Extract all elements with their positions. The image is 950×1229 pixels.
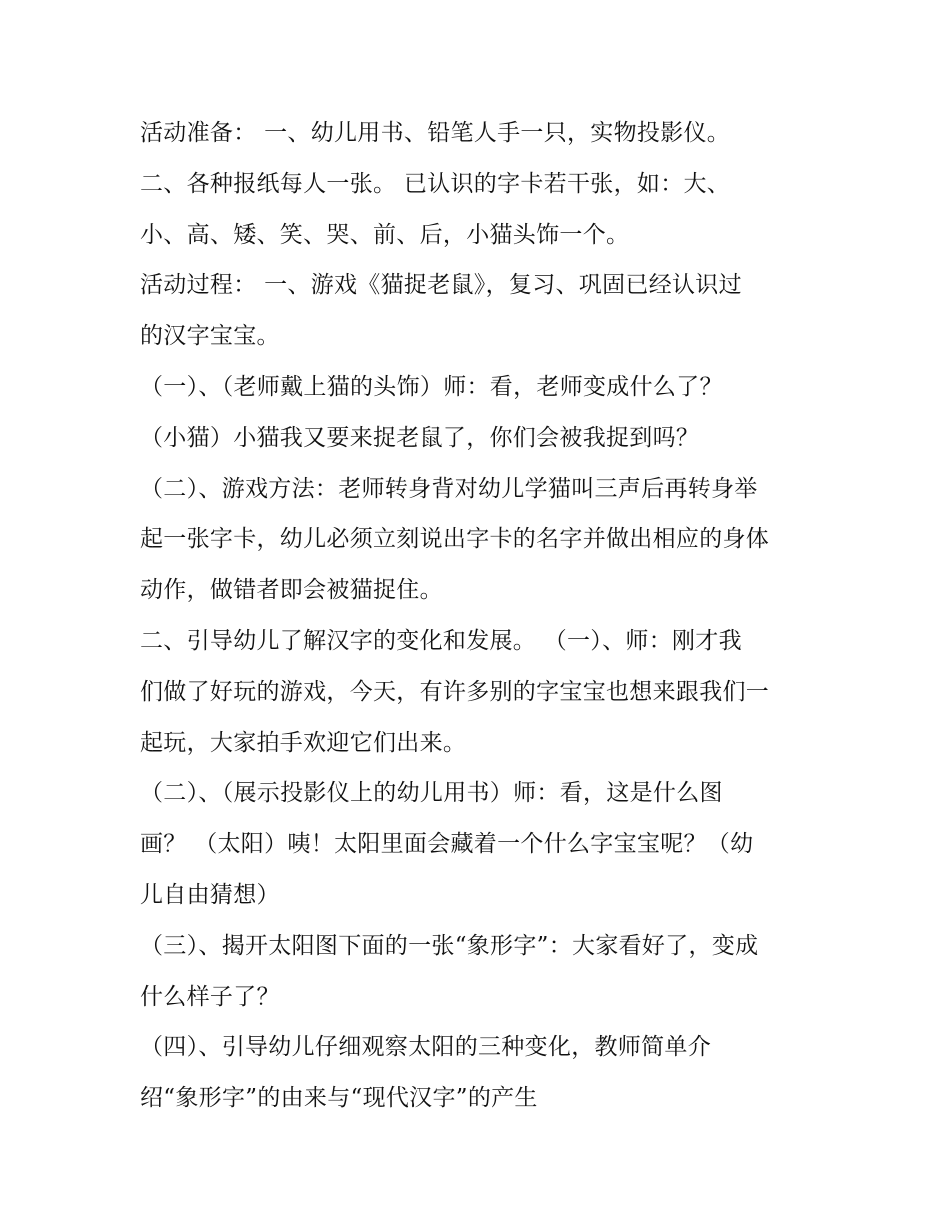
- text-line: （四）、引导幼儿仔细观察太阳的三种变化，教师简单介: [140, 1034, 711, 1061]
- text-line: 绍“象形字”的由来与“现代汉字”的产生: [140, 1085, 538, 1112]
- text-line: （小猫）小猫我又要来捉老鼠了，你们会被我捉到吗？: [140, 424, 700, 451]
- text-line: （二）、（展示投影仪上的幼儿用书）师：看，这是什么图: [140, 780, 723, 807]
- text-line: 们做了好玩的游戏，今天，有许多别的字宝宝也想来跟我们一: [140, 678, 770, 705]
- text-line: 活动过程： 一、游戏《猫捉老鼠》，复习、巩固已经认识过: [140, 272, 742, 299]
- text-line: 二、各种报纸每人一张。 已认识的字卡若干张，如：大、: [140, 170, 731, 197]
- text-line: （一）、（老师戴上猫的头饰）师：看，老师变成什么了？: [140, 373, 723, 400]
- text-line: 的汉字宝宝。: [140, 323, 280, 350]
- text-line: 起玩，大家拍手欢迎它们出来。: [140, 729, 467, 756]
- text-line: 动作，做错者即会被猫捉住。: [140, 577, 443, 604]
- text-line: （三）、揭开太阳图下面的一张“象形字”：大家看好了，变成: [140, 932, 759, 959]
- text-line: 什么样子了？: [140, 983, 280, 1010]
- text-line: 画？ （太阳）咦！太阳里面会藏着一个什么字宝宝呢？（幼: [140, 831, 754, 858]
- document-body: [140, 108, 830, 1124]
- text-line: 活动准备： 一、幼儿用书、铅笔人手一只，实物投影仪。: [140, 120, 731, 146]
- text-line: （二）、游戏方法：老师转身背对幼儿学猫叫三声后再转身举: [140, 475, 758, 502]
- text-line: 二、引导幼儿了解汉字的变化和发展。 （一）、师：刚才我: [140, 627, 742, 654]
- text-line: 起一张字卡，幼儿必须立刻说出字卡的名字并做出相应的身体: [140, 526, 770, 553]
- text-line: 小、高、矮、笑、哭、前、后，小猫头饰一个。: [140, 221, 630, 248]
- text-line: 儿自由猜想）: [140, 881, 280, 908]
